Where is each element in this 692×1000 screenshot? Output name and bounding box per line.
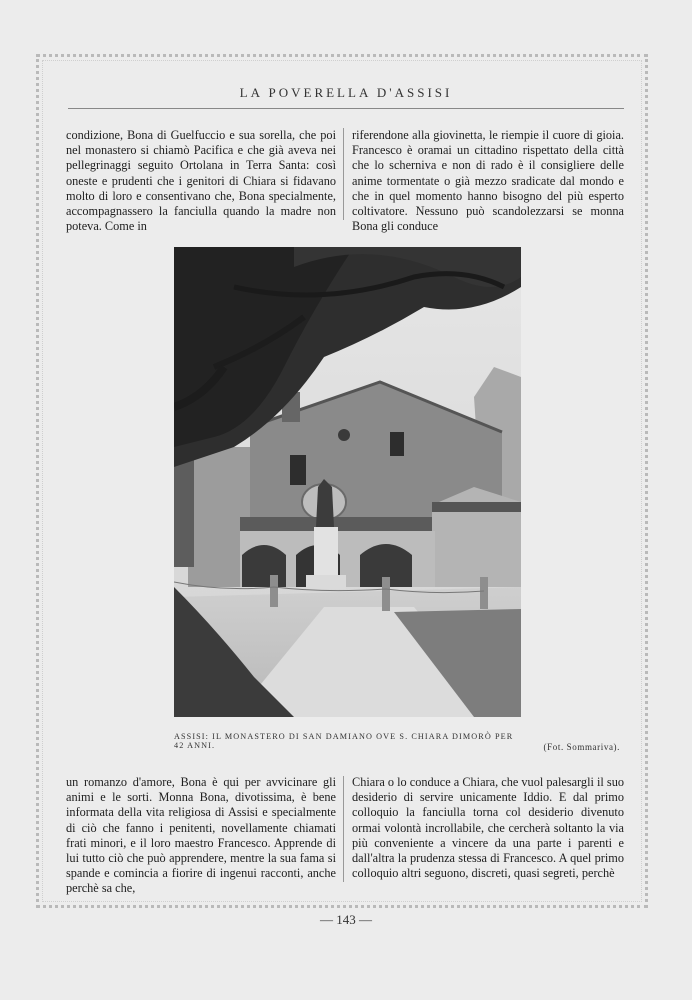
text-column-bottom-right (352, 775, 624, 885)
running-title: LA POVERELLA D'ASSISI (239, 85, 453, 100)
paragraph: Chiara o lo conduce a Chiara, che vuol palesargli il suo desiderio di servire unicamente Iddio. E dal primo colloquio la fanciulla torna col desiderio divenuto ormai volontà incrollabile, che cercherà soltanto la via più conveniente a vincere da una parte i parenti e dall'altra la prudenza stessa di Francesco. A quel primo colloquio altri seguono, discreti, quasi segreti, perchè (352, 775, 624, 881)
text-column-top-left (66, 128, 336, 234)
page-number: — 143 — (320, 912, 372, 927)
header-rule (68, 108, 624, 109)
paragraph: un romanzo d'amore, Bona è qui per avvicinare gli animi e le sorti. Monna Bona, divotissima, è bene informata della vita religiosa di Assisi e specialmente di ciò che fanno i penitenti, novellamente chiamati frati minori, e il loro maestro Francesco. Apprende di lui tutto ciò che può apprendere, mentre la sua fama si spande e comincia a fiorire di ingenui racconti, anche perchè sa che, (66, 775, 336, 896)
column-divider-bottom (343, 776, 344, 882)
column-divider-top (343, 128, 344, 220)
photograph-san-damiano (174, 247, 521, 717)
text-column-bottom-left (66, 775, 336, 896)
paragraph: riferendone alla giovinetta, le riempie il cuore di gioia. Francesco è oramai un cittadino rispettato della città che lo scherniva e non di rado è il consigliere delle anime tormentate o già mezzo sradicate dal mondo e che in quel momento hanno bisogno del più esperto coltivatore. Nessuno può scandolezzarsi se monna Bona gli conduce (352, 128, 624, 234)
paragraph: condizione, Bona di Guelfuccio e sua sorella, che poi nel monastero si chiamò Pacifica e che già aveva nei pellegrinaggi seguito Ortolana in Terra Santa: così oneste e prudenti che i genitori di Chiara si fidavano molto di loro e consentivano che, Bona specialmente, accompagnassero la fanciulla quando la madre non poteva. Come in (66, 128, 336, 234)
text-column-top-right (352, 128, 624, 234)
photo-credit: (Fot. Sommariva). (543, 742, 620, 752)
figure-caption: ASSISI: IL MONASTERO DI SAN DAMIANO OVE S. CHIARA DIMORÒ PER 42 ANNI. (174, 732, 514, 750)
